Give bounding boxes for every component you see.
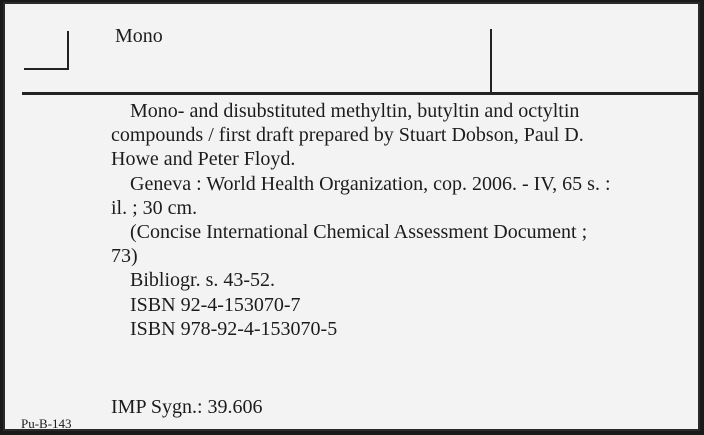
isbn-13: ISBN 978-92-4-153070-5 xyxy=(130,317,338,340)
bibliography-note: Bibliogr. s. 43-52. xyxy=(130,269,276,292)
header-divider-line xyxy=(22,92,700,95)
publication-statement: Geneva : World Health Organization, cop. 2006. - IV, 65 s. : il. ; 30 cm. xyxy=(111,172,611,219)
catalog-card xyxy=(3,2,700,431)
bibliographic-description xyxy=(111,99,611,341)
card-code: Pu-B-143 xyxy=(21,416,72,431)
corner-mark-horizontal xyxy=(24,68,69,70)
header-divider-vertical xyxy=(490,29,492,93)
card-heading: Mono xyxy=(115,25,163,47)
isbn-10: ISBN 92-4-153070-7 xyxy=(130,293,301,316)
series-statement: (Concise International Chemical Assessment Document ; 73) xyxy=(111,221,588,268)
title-statement: Mono- and disubstituted methyltin, butyltin and octyltin compounds / first draft prepared by Stuart Dobson, Paul D. Howe and Peter Floyd. xyxy=(111,100,584,171)
corner-mark-vertical xyxy=(67,31,69,70)
call-number: IMP Sygn.: 39.606 xyxy=(111,396,263,418)
